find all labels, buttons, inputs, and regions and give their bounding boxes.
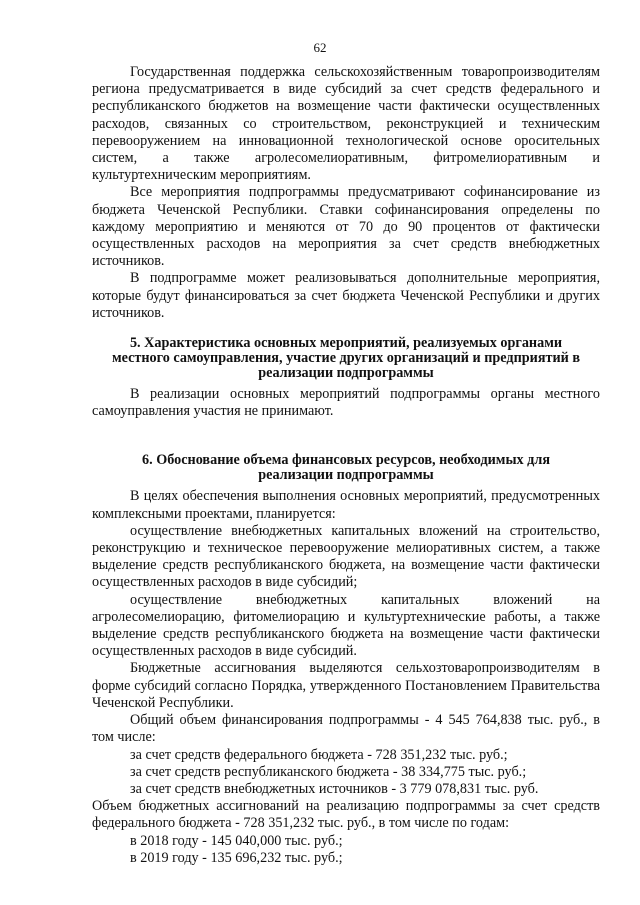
line-year-2018: в 2018 году - 145 040,000 тыс. руб.; xyxy=(130,832,343,849)
line-extrabudgetary: за счет средств внебюджетных источников - 3 779 078,831 тыс. руб. xyxy=(130,780,539,797)
section-6-heading xyxy=(92,453,600,483)
line-federal-budget: за счет средств федерального бюджета - 728 351,232 тыс. руб.; xyxy=(130,746,508,763)
paragraph-intro: В целях обеспечения выполнения основных мероприятий, предусмотренных комплексными проектами, планируется: xyxy=(92,488,600,522)
paragraph-additional-measures: В подпрограмме может реализовываться дополнительные мероприятия, которые будут финансироваться за счет бюджета Чеченской Республики и других источников. xyxy=(92,270,600,321)
paragraph-federal-by-years: Объем бюджетных ассигнований на реализацию подпрограммы за счет средств федерального бюджета - 728 351,232 тыс. руб., в том числе по годам: xyxy=(92,798,600,832)
section-5-heading-line: реализации подпрограммы xyxy=(258,365,434,382)
paragraph-item-2: осуществление внебюджетных капитальных вложений на агролесомелиорацию, фитомелиорацию и культуртехнические работы, а также выделение средств республиканского бюджета на возмещение части фактически осуществленных расходов в виде субсидий. xyxy=(92,591,600,660)
line-republican-budget: за счет средств республиканского бюджета - 38 334,775 тыс. руб.; xyxy=(130,763,527,780)
section-6-heading-line: 6. Обоснование объема финансовых ресурсов, необходимых для xyxy=(142,452,550,469)
paragraph-allocations: Бюджетные ассигнования выделяются сельхозтоваропроизводителям в форме субсидий согласно Порядка, утвержденного Постановлением Правительства Чеченской Республики. xyxy=(92,660,600,711)
section-6-heading-line: реализации подпрограммы xyxy=(258,467,434,484)
paragraph-cofinancing: Все мероприятия подпрограммы предусматривают софинансирование из бюджета Чеченской Республики. Ставки софинансирования определены по каждому мероприятию и меняются от 70 до 90 процентов от фактически осуществленных расходов на мероприятия за счет средств внебюджетных источников. xyxy=(92,184,600,270)
paragraph-item-1: осуществление внебюджетных капитальных вложений на строительство, реконструкцию и техническое перевооружение мелиоративных систем, а также выделение средств республиканского бюджета, на возмещение части фактически осуществленных расходов в виде субсидий; xyxy=(92,522,600,591)
page-number: 62 xyxy=(313,40,327,55)
page-content xyxy=(92,64,600,867)
paragraph-state-support: Государственная поддержка сельскохозяйственным товаропроизводителям региона предусматривается в виде субсидий за счет средств федерального и республиканского бюджетов на возмещение части фактически осуществленных расходов, связанных со строительством, реконструкцией и техническим перевооружением на инновационной технологической основе оросительных систем, а также агролесомелиоративным, фитромелиоративным и культуртехническим мероприятиям. xyxy=(92,64,600,184)
paragraph-total-financing: Общий объем финансирования подпрограммы - 4 545 764,838 тыс. руб., в том числе: xyxy=(92,712,600,746)
section-5-heading-line: местного самоуправления, участие других организаций и предприятий в xyxy=(111,350,581,367)
section-5-heading xyxy=(92,336,600,381)
paragraph-section-5: В реализации основных мероприятий подпрограммы органы местного самоуправления участия не принимают. xyxy=(92,386,600,420)
line-year-2019: в 2019 году - 135 696,232 тыс. руб.; xyxy=(130,849,343,866)
section-5-heading-line: 5. Характеристика основных мероприятий, реализуемых органами xyxy=(129,335,563,352)
